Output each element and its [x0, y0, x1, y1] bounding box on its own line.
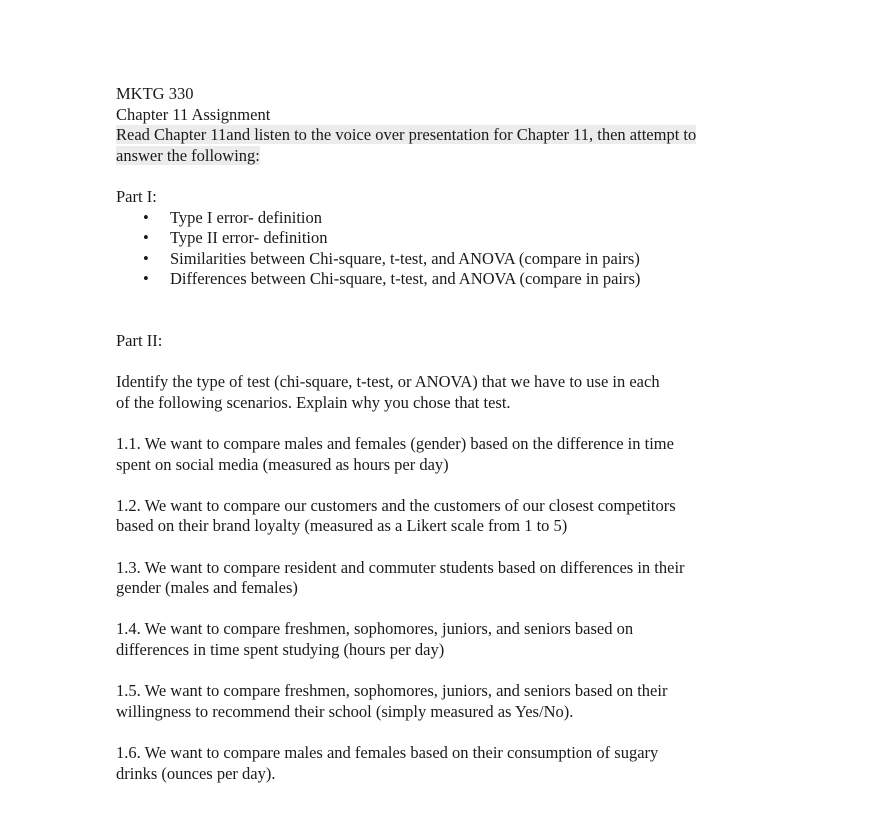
- part-1-list: [116, 208, 776, 290]
- list-item: • Type I error- definition: [143, 207, 322, 227]
- question-1-6: 1.6. We want to compare males and females based on their consumption of sugary drinks (ounces per day).: [116, 743, 659, 783]
- part-2-intro-line-1: Identify the type of test (chi-square, t-test, or ANOVA) that we have to use in each: [116, 372, 660, 392]
- part-2-title: Part II:: [116, 331, 163, 351]
- question-1-1: 1.1. We want to compare males and females (gender) based on the difference in time spent on social media (measured as hours per day): [116, 434, 674, 474]
- bullet-icon: •: [143, 248, 149, 268]
- document-page: [116, 84, 776, 784]
- list-item: • Similarities between Chi-square, t-test, and ANOVA (compare in pairs): [143, 248, 640, 268]
- question-1-2: 1.2. We want to compare our customers and the customers of our closest competitors based on their brand loyalty (measured as a Likert scale from 1 to 5): [116, 495, 676, 536]
- instructions-line-2: answer the following:: [116, 145, 260, 165]
- bullet-icon: •: [143, 228, 149, 248]
- course-code: MKTG 330: [116, 84, 194, 103]
- instructions-line-1: Read Chapter 11and listen to the voice over presentation for Chapter 11, then attempt to: [116, 125, 697, 145]
- part-2-intro-line-2: of the following scenarios. Explain why you chose that test.: [116, 392, 511, 412]
- question-1-5: 1.5. We want to compare freshmen, sophomores, juniors, and seniors based on their willingness to recommend their school (simply measured as Yes/No).: [116, 681, 668, 721]
- question-1-4: 1.4. We want to compare freshmen, sophomores, juniors, and seniors based on differences in time spent studying (hours per day): [116, 619, 634, 660]
- assignment-title: Chapter 11 Assignment: [116, 104, 271, 124]
- list-item: • Type II error- definition: [143, 228, 328, 248]
- bullet-icon: •: [143, 207, 149, 227]
- question-1-3: 1.3. We want to compare resident and commuter students based on differences in their gender (males and females): [116, 557, 685, 598]
- list-item: • Differences between Chi-square, t-test, and ANOVA (compare in pairs): [143, 269, 641, 289]
- part-1-title: Part I:: [116, 186, 157, 206]
- bullet-icon: •: [143, 269, 149, 289]
